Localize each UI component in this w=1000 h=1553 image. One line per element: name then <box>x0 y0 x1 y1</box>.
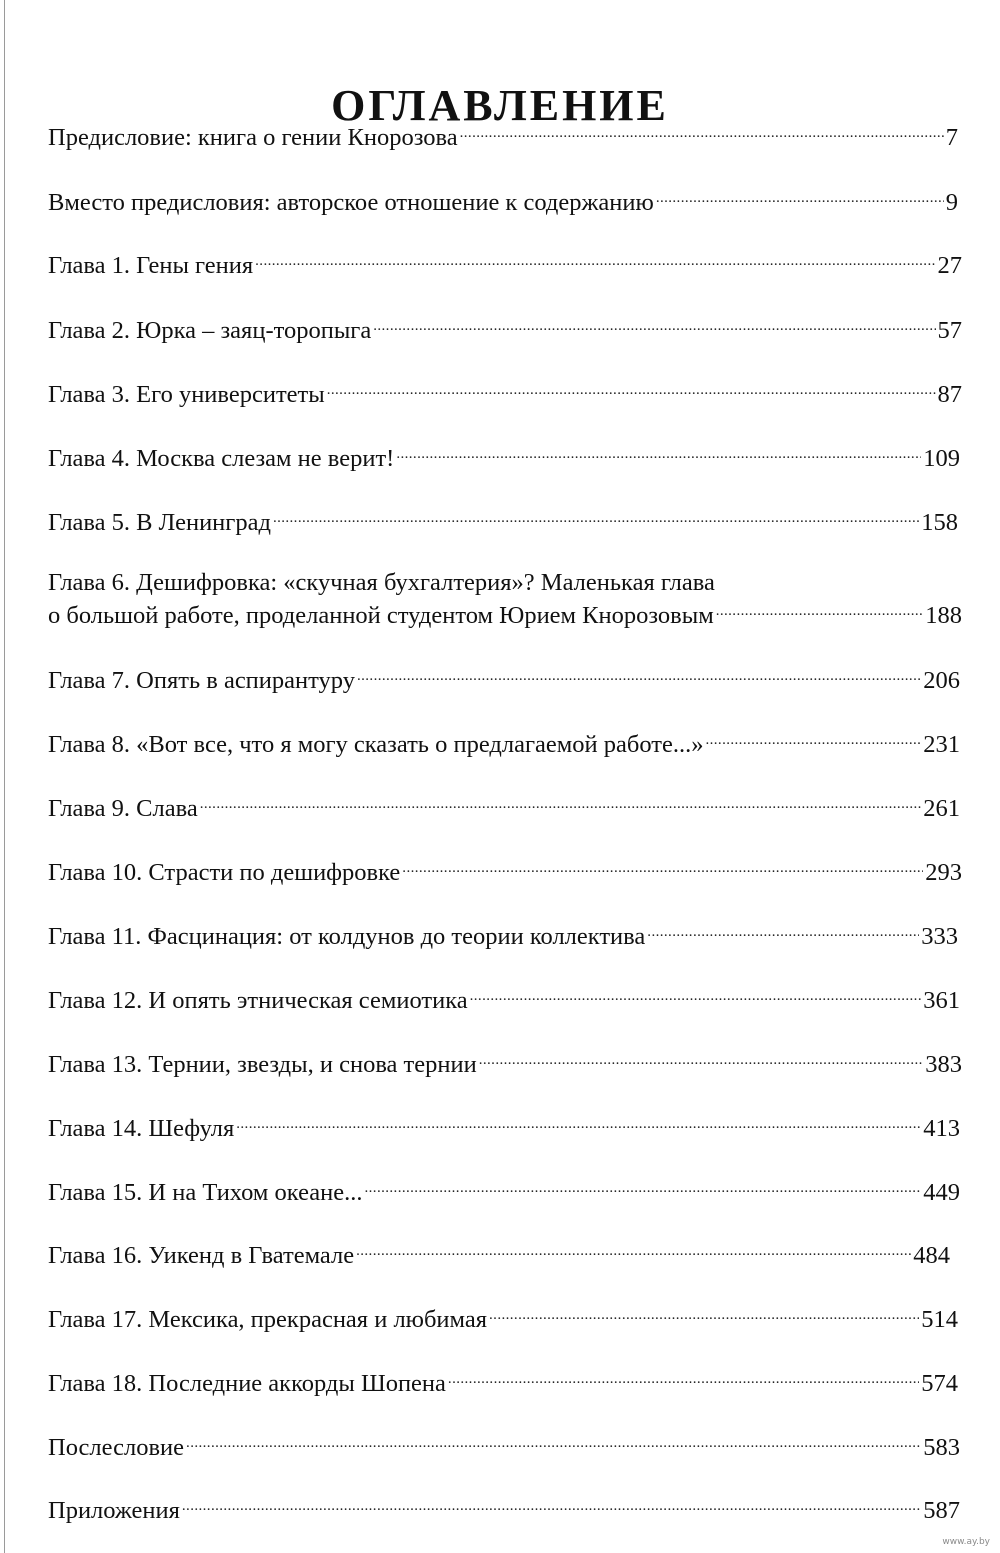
toc-entry-page-number: 293 <box>925 858 962 886</box>
toc-entry-page-number: 574 <box>921 1369 958 1397</box>
toc-entry[interactable] <box>48 248 962 281</box>
dot-leader <box>356 1238 911 1263</box>
dot-leader <box>182 1493 921 1518</box>
toc-entry-title: Приложения <box>48 1496 180 1524</box>
toc-entry-page-number: 514 <box>921 1305 958 1333</box>
toc-entry-page-number: 383 <box>925 1050 962 1078</box>
toc-entry-title: Глава 7. Опять в аспирантуру <box>48 666 355 694</box>
watermark: www.ay.by <box>942 1537 990 1547</box>
toc-entry[interactable] <box>48 1302 958 1335</box>
dot-leader <box>647 919 919 944</box>
toc-entry-title: Предисловие: книга о гении Кнорозова <box>48 123 458 151</box>
page-title: ОГЛАВЛЕНИЕ <box>331 81 669 131</box>
dot-leader <box>273 505 919 530</box>
toc-entry-title-line: Глава 6. Дешифровка: «скучная бухгалтерия»? Маленькая глава <box>48 569 715 596</box>
dot-leader <box>327 377 936 402</box>
toc-entry-page-number: 261 <box>923 794 960 822</box>
toc-entry-page-number: 587 <box>923 1496 960 1524</box>
toc-entry-title: Глава 12. И опять этническая семиотика <box>48 986 468 1014</box>
toc-entry[interactable] <box>48 568 962 631</box>
toc-entry-page-number: 333 <box>921 922 958 950</box>
dot-leader <box>402 855 923 880</box>
dot-leader <box>489 1302 919 1327</box>
toc-entry-title: Глава 17. Мексика, прекрасная и любимая <box>48 1305 488 1333</box>
toc-entry[interactable] <box>48 441 960 474</box>
toc-entry[interactable] <box>48 185 958 218</box>
toc-entry[interactable] <box>48 727 960 760</box>
toc-entry[interactable] <box>48 1366 958 1399</box>
toc-entry-title: Глава 1. Гены гения <box>48 251 254 279</box>
toc-entry-title: Послесловие <box>48 1433 185 1461</box>
toc-entry[interactable] <box>48 663 960 696</box>
toc-entry-title: Глава 18. Последние аккорды Шопена <box>48 1369 446 1397</box>
toc-entry-title: Глава 16. Уикенд в Гватемале <box>48 1241 355 1269</box>
toc-entry[interactable] <box>48 1175 960 1208</box>
toc-entry-page-number: 27 <box>937 251 962 279</box>
toc-entry-page-number: 7 <box>945 123 958 151</box>
dot-leader <box>373 313 935 338</box>
dot-leader <box>460 120 944 145</box>
toc-entry[interactable] <box>48 1111 960 1144</box>
toc-entry-page-number: 484 <box>913 1241 950 1269</box>
toc-entry-page-number: 188 <box>925 601 962 629</box>
toc-entry[interactable] <box>48 313 962 346</box>
toc-entry-page-number: 413 <box>923 1114 960 1142</box>
toc-entry[interactable] <box>48 120 958 153</box>
toc-entry[interactable] <box>48 855 962 888</box>
toc-entry[interactable] <box>48 1493 960 1526</box>
toc-entry[interactable] <box>48 1238 950 1271</box>
toc-entry-title: Глава 9. Слава <box>48 794 198 822</box>
toc-entry-page-number: 361 <box>923 986 960 1014</box>
dot-leader <box>357 663 921 688</box>
dot-leader <box>479 1047 924 1072</box>
dot-leader <box>186 1430 921 1455</box>
toc-entry[interactable] <box>48 791 960 824</box>
toc-entry-page-number: 449 <box>923 1178 960 1206</box>
toc-entry-title: Глава 14. Шефуля <box>48 1114 235 1142</box>
dot-leader <box>656 185 944 210</box>
dot-leader <box>396 441 921 466</box>
toc-entry-page-number: 57 <box>937 316 962 344</box>
toc-entry-page-number: 109 <box>923 444 960 472</box>
toc-entry[interactable] <box>48 919 958 952</box>
toc-entry-page-number: 583 <box>923 1433 960 1461</box>
toc-entry-title: Глава 15. И на Тихом океане... <box>48 1178 363 1206</box>
dot-leader <box>365 1175 922 1200</box>
toc-entry-title: Глава 2. Юрка – заяц-торопыга <box>48 316 372 344</box>
dot-leader <box>448 1366 919 1391</box>
toc-entry[interactable] <box>48 377 962 410</box>
toc-entry-page-number: 87 <box>937 380 962 408</box>
toc-entry-title: Глава 11. Фасцинация: от колдунов до теории коллектива <box>48 922 646 950</box>
toc-entry-title: Глава 3. Его университеты <box>48 380 325 408</box>
toc-entry-page-number: 206 <box>923 666 960 694</box>
toc-entry[interactable] <box>48 983 960 1016</box>
toc-entry[interactable] <box>48 505 958 538</box>
toc-entry-title: Глава 10. Страсти по дешифровке <box>48 858 401 886</box>
toc-entry-title: Вместо предисловия: авторское отношение к содержанию <box>48 188 654 216</box>
toc-entry-page-number: 231 <box>923 730 960 758</box>
dot-leader <box>255 248 935 273</box>
toc-entry-page-number: 9 <box>945 188 958 216</box>
toc-entry-title: о большой работе, проделанной студентом Юрием Кнорозовым <box>48 601 714 629</box>
dot-leader <box>705 727 921 752</box>
toc-entry-title: Глава 4. Москва слезам не верит! <box>48 444 395 472</box>
toc-entry-title: Глава 8. «Вот все, что я могу сказать о предлагаемой работе...» <box>48 730 704 758</box>
toc-entry-title: Глава 5. В Ленинград <box>48 508 271 536</box>
dot-leader <box>236 1111 921 1136</box>
dot-leader <box>200 791 922 816</box>
toc-entry[interactable] <box>48 1430 960 1463</box>
toc-entry-title: Глава 13. Тернии, звезды, и снова тернии <box>48 1050 477 1078</box>
toc-entry-page-number: 158 <box>921 508 958 536</box>
dot-leader <box>470 983 922 1008</box>
toc-entry[interactable] <box>48 1047 962 1080</box>
dot-leader <box>716 598 924 623</box>
